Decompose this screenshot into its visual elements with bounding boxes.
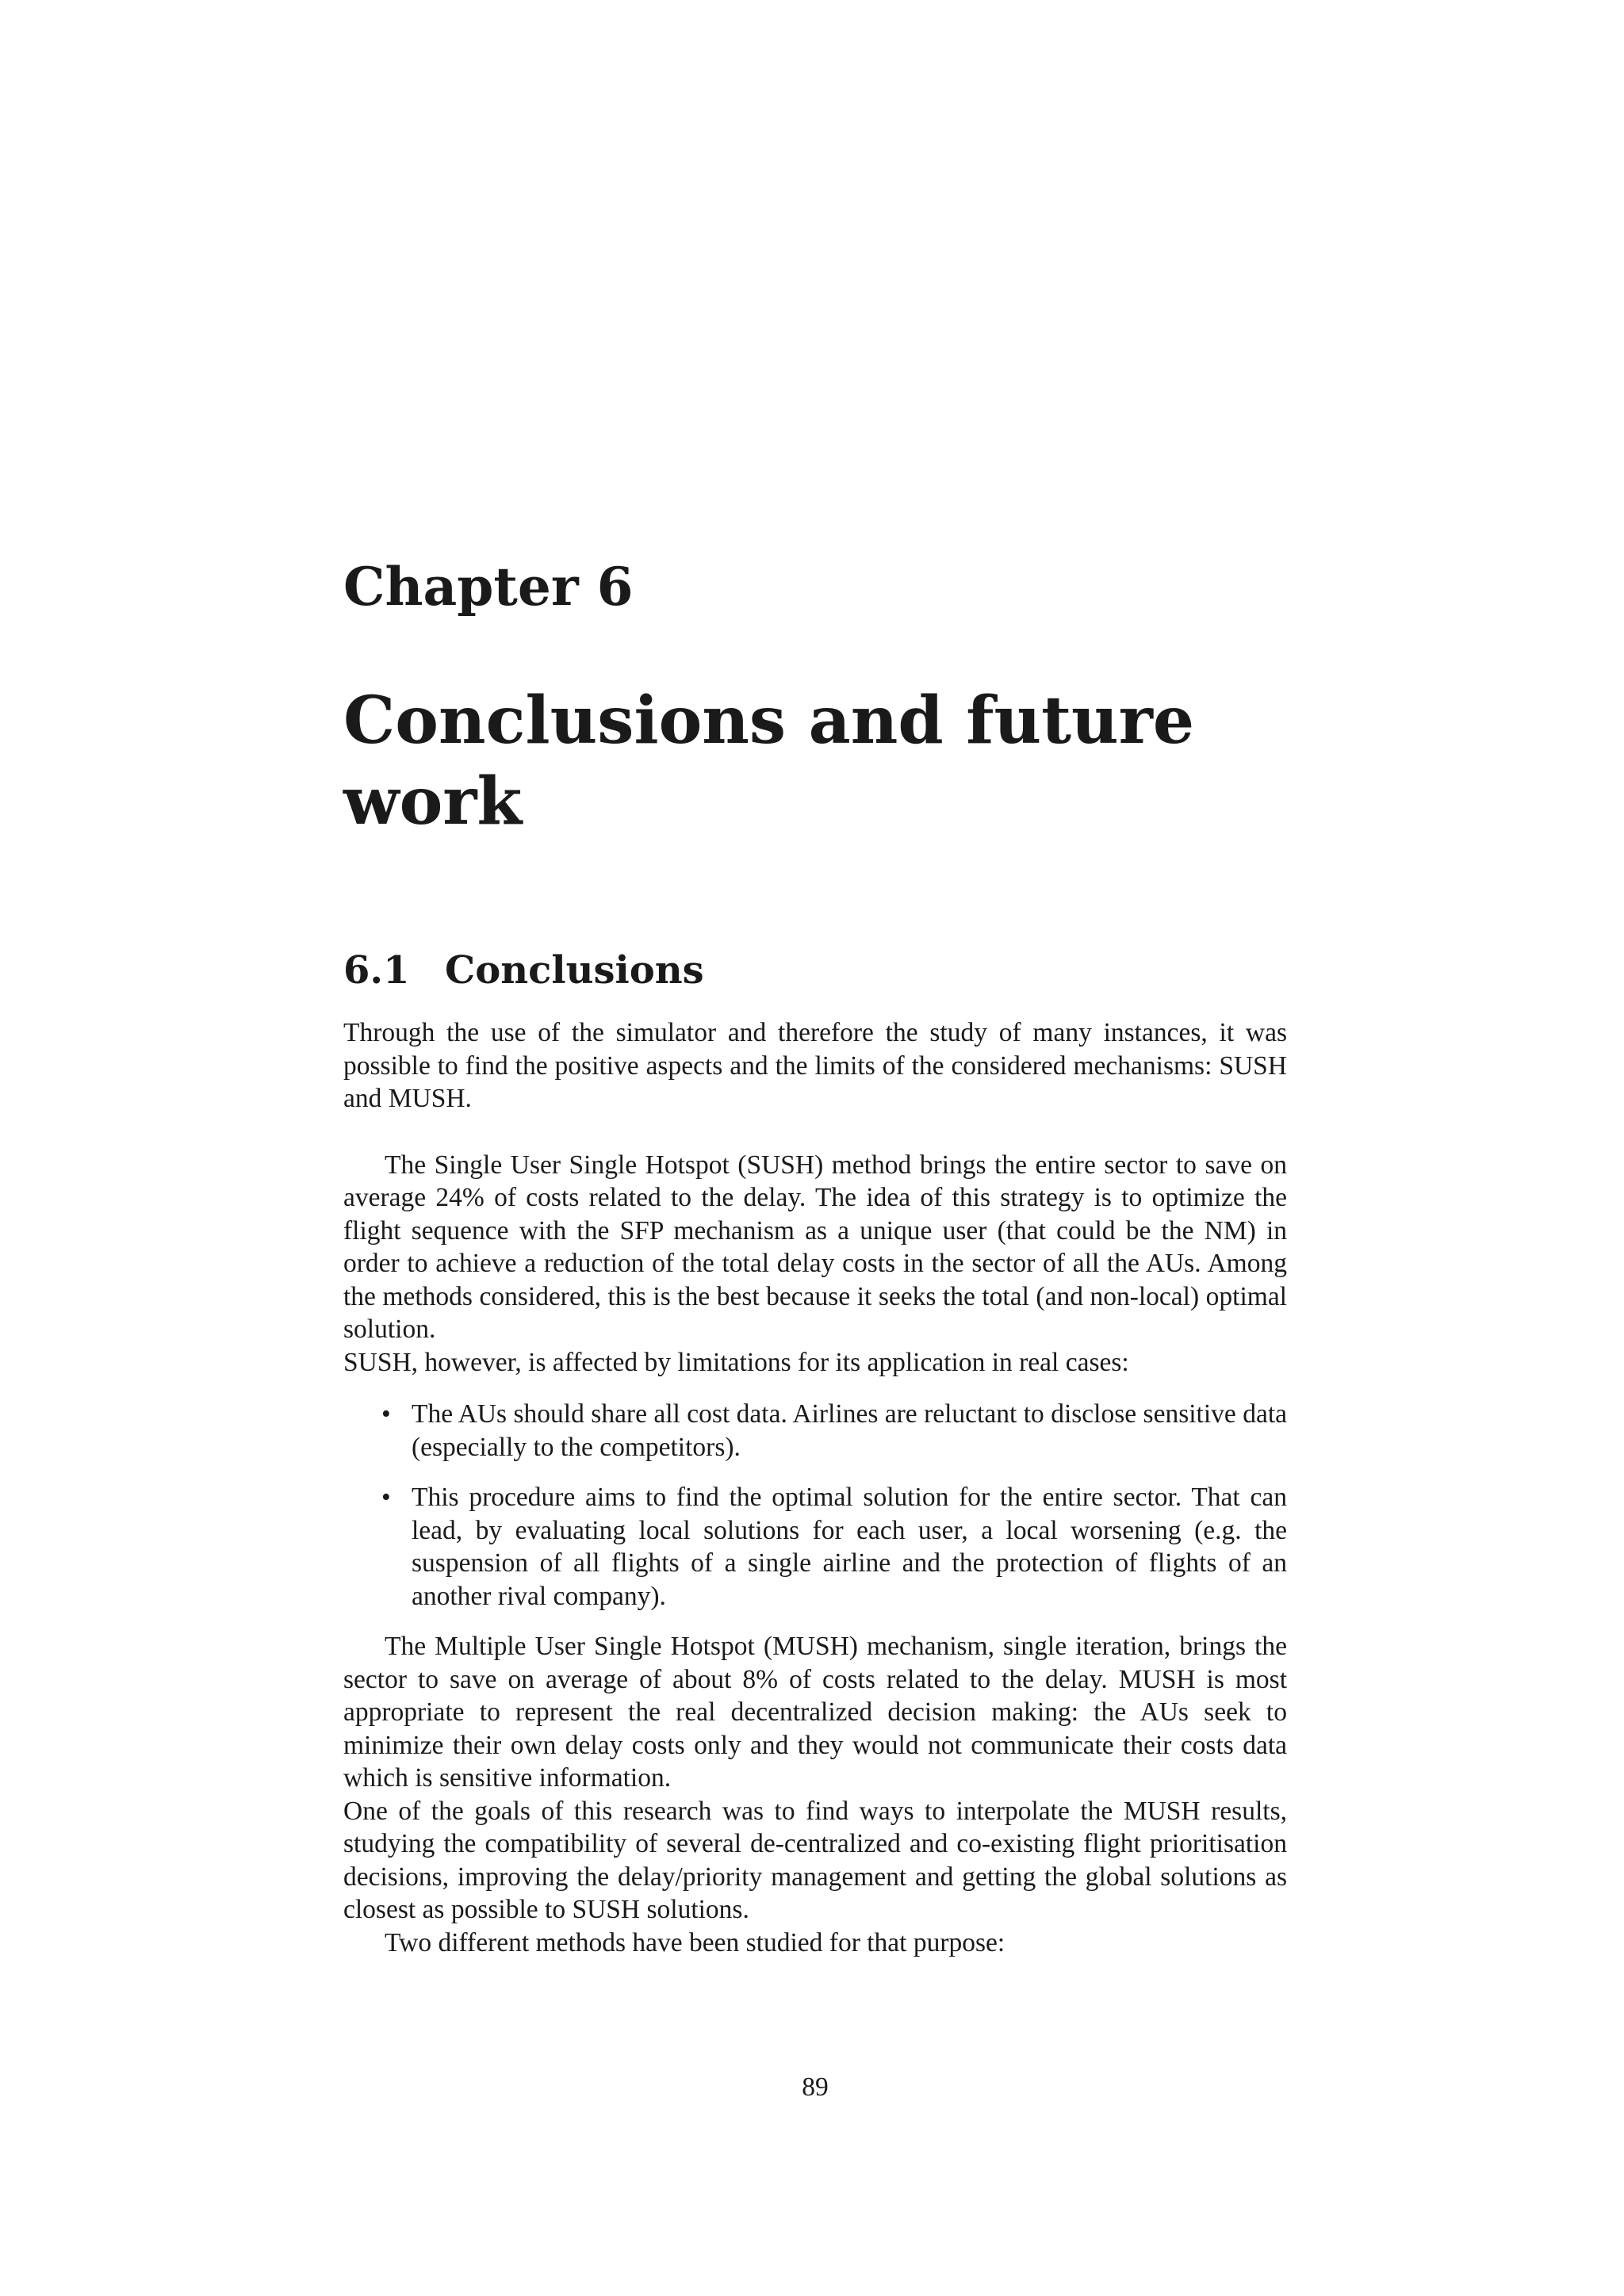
limitations-list bbox=[343, 1398, 1287, 1613]
chapter-title: Conclusions and future work bbox=[343, 683, 1195, 840]
paragraph-mush: The Multiple User Single Hotspot (MUSH) mechanism, single iteration, brings the sector to save on average of about 8% of costs related to the delay. MUSH is most appropriate to represent the real decentralized decision making: the AUs seek to minimize their own delay costs only and they would not communicate their costs data which is sensitive information. bbox=[343, 1632, 1287, 1793]
paragraph-intro: Through the use of the simulator and therefore the study of many instances, it was possible to find the positive aspects and the limits of the considered mechanisms: SUSH and MUSH. bbox=[343, 1018, 1287, 1113]
paragraph-methods: Two different methods have been studied for that purpose: bbox=[385, 1927, 1005, 1957]
document-page bbox=[343, 0, 1287, 2296]
list-item-text: This procedure aims to find the optimal solution for the entire sector. That can lead, by evaluating local solutions for each user, a local worsening (e.g. the suspension of all flights of a single airline and the protection of flights of an another rival company). bbox=[412, 1483, 1287, 1611]
section-heading bbox=[343, 945, 704, 996]
chapter-label: Chapter 6 bbox=[343, 556, 634, 618]
paragraph-sush-limitations: SUSH, however, is affected by limitations for its application in real cases: bbox=[343, 1347, 1129, 1377]
section-number: 6.1 bbox=[343, 948, 410, 993]
paragraph-research-goals: One of the goals of this research was to find ways to interpolate the MUSH results, studying the compatibility of several de-centralized and co-existing flight prioritisation decisions, improving the delay/priority management and getting the global solutions as closest as possible to SUSH solutions. bbox=[343, 1796, 1287, 1924]
bullet-icon: • bbox=[381, 1399, 391, 1429]
list-item-text: The AUs should share all cost data. Airlines are reluctant to disclose sensitive data (especially to the competitors). bbox=[412, 1399, 1287, 1462]
body-text bbox=[343, 1016, 1287, 1959]
paragraph-sush: The Single User Single Hotspot (SUSH) method brings the entire sector to save on average 24% of costs related to the delay. The idea of this strategy is to optimize the flight sequence with the SFP mechanism as a unique user (that could be the NM) in order to achieve a reduction of the total delay costs in the sector of all the AUs. Among the methods considered, this is the best because it seeks the total (and non-local) optimal solution. bbox=[343, 1150, 1287, 1344]
bullet-icon: • bbox=[381, 1483, 391, 1512]
list-item bbox=[343, 1398, 1287, 1464]
list-item bbox=[343, 1481, 1287, 1613]
section-title: Conclusions bbox=[445, 948, 704, 993]
page-number: 89 bbox=[802, 2072, 829, 2102]
